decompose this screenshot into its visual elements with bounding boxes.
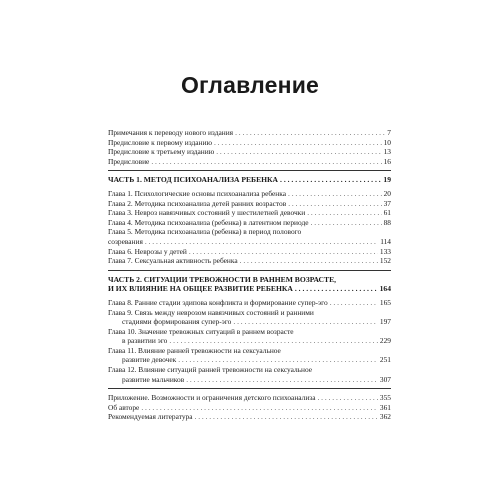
toc-entry[interactable]	[108, 157, 391, 167]
toc-part-label: ЧАСТЬ 1. МЕТОД ПСИХОАНАЛИЗА РЕБЕНКА	[108, 175, 279, 185]
dot-leader	[189, 247, 378, 257]
dot-leader	[233, 317, 378, 327]
toc-entry-label: Глава 6. Неврозы у детей	[108, 246, 187, 256]
toc-entry-label: в развитии эго	[122, 336, 168, 346]
toc-entry-page: 13	[383, 147, 391, 157]
toc-entry[interactable]	[108, 336, 391, 346]
toc-entry[interactable]	[108, 128, 391, 138]
toc-entry-page: 10	[383, 137, 391, 147]
toc-entry-label: стадиями формирования супер-эго	[122, 317, 232, 327]
toc-entry-page: 7	[387, 128, 391, 137]
toc-entry-label: Предисловие к первому изданию	[108, 137, 212, 147]
toc-entry-page: 362	[379, 412, 391, 422]
toc-entry-label: созревания	[108, 236, 143, 246]
toc-entry-label: Предисловие к третьему изданию	[108, 147, 215, 157]
toc-part-heading[interactable]	[108, 284, 391, 294]
toc-entry-page: 88	[383, 217, 391, 227]
dot-leader	[169, 336, 378, 346]
toc-entry-label: развитие мальчиков	[122, 374, 185, 384]
toc-entry-label-line1: Глава 10. Значение тревожных ситуаций в раннем возрасте	[108, 326, 294, 336]
dot-leader	[307, 208, 381, 218]
toc-entry[interactable]	[108, 375, 391, 385]
dot-leader	[295, 284, 378, 294]
dot-leader	[151, 157, 381, 167]
dot-leader	[317, 393, 377, 403]
toc-entry[interactable]	[108, 412, 391, 422]
dot-leader	[288, 189, 382, 199]
toc-entry[interactable]	[108, 138, 391, 148]
toc-entry[interactable]	[108, 218, 391, 228]
page-title: Оглавление	[180, 72, 320, 98]
toc-entry-page: 37	[383, 198, 391, 208]
toc-entry-label: Об авторе	[108, 402, 140, 412]
toc-entry[interactable]	[108, 403, 391, 413]
dot-leader	[186, 375, 378, 385]
toc-entry-page: 361	[379, 402, 391, 412]
toc-entry-page: 20	[383, 188, 391, 198]
toc-entry-label: Рекомендуемая литература	[108, 412, 193, 422]
toc-entry-label: Глава 1. Психологические основы психоанализа ребенка	[108, 188, 287, 198]
toc-entry-page: 114	[380, 236, 391, 246]
toc-entry-label-line1: Глава 5. Методика психоанализа (ребенка) в период полового	[108, 227, 302, 237]
dot-leader	[280, 175, 381, 185]
toc-entry-label: Глава 7. Сексуальная активность ребенка	[108, 256, 238, 266]
table-of-contents	[108, 128, 391, 422]
toc-entry[interactable]	[108, 393, 391, 403]
toc-part-page: 19	[383, 175, 391, 185]
toc-entry[interactable]	[108, 189, 391, 199]
toc-entry-page: 16	[383, 156, 391, 166]
toc-entry-label: Приложение. Возможности и ограничения детского психоанализа	[108, 393, 316, 403]
toc-entry-label: развитие девочек	[122, 355, 177, 365]
toc-entry-label: Примечания к переводу нового издания	[108, 128, 234, 137]
section-divider	[108, 270, 391, 271]
toc-part-heading[interactable]	[108, 175, 391, 185]
toc-entry[interactable]	[108, 147, 391, 157]
toc-entry-label-line1: Глава 11. Влияние ранней тревожности на сексуальное	[108, 345, 281, 355]
toc-part-label: И ИХ ВЛИЯНИЕ НА ОБЩЕЕ РАЗВИТИЕ РЕБЕНКА	[108, 284, 293, 294]
toc-entry-page: 165	[379, 297, 391, 307]
dot-leader	[195, 412, 378, 422]
toc-entry[interactable]	[108, 298, 391, 308]
toc-entry[interactable]	[108, 247, 391, 257]
toc-entry-label: Глава 3. Невроз навязчивых состояний у шестилетней девочки	[108, 208, 306, 218]
toc-part-label-line1: ЧАСТЬ 2. СИТУАЦИИ ТРЕВОЖНОСТИ В РАННЕМ ВОЗРАСТЕ,	[108, 274, 337, 284]
section-divider	[108, 170, 391, 171]
toc-entry-label: Глава 8. Ранние стадии эдипова конфликта и формирование супер-эго	[108, 297, 328, 307]
toc-entry-label-line1: Глава 9. Связь между неврозом навязчивых состояний и ранними	[108, 307, 314, 317]
dot-leader	[311, 218, 382, 228]
toc-entry-page: 251	[379, 355, 391, 365]
toc-entry-page: 355	[379, 393, 391, 403]
toc-entry-label: Предисловие	[108, 156, 150, 166]
toc-entry[interactable]	[108, 317, 391, 327]
toc-entry-label: Глава 2. Методика психоанализа детей ранних возрастов	[108, 198, 287, 208]
dot-leader	[235, 128, 385, 138]
toc-entry[interactable]	[108, 199, 391, 209]
dot-leader	[141, 403, 378, 413]
dot-leader	[288, 199, 381, 209]
toc-entry[interactable]	[108, 256, 391, 266]
dot-leader	[216, 147, 381, 157]
toc-entry[interactable]	[108, 237, 391, 247]
dot-leader	[330, 298, 378, 308]
toc-part-page: 164	[379, 284, 391, 294]
toc-entry-page: 61	[383, 208, 391, 218]
dot-leader	[240, 256, 378, 266]
toc-entry-page: 152	[379, 256, 391, 266]
toc-entry-page: 133	[379, 246, 391, 256]
toc-entry-page: 307	[379, 374, 391, 384]
section-divider	[108, 388, 391, 389]
toc-entry-page: 197	[379, 317, 391, 327]
toc-entry[interactable]	[108, 208, 391, 218]
dot-leader	[214, 138, 382, 148]
toc-entry-label-line1: Глава 12. Влияние ситуаций ранней тревожности на сексуальное	[108, 365, 313, 375]
dot-leader	[178, 355, 378, 365]
toc-entry[interactable]	[108, 355, 391, 365]
toc-entry-label: Глава 4. Методика психоанализа (ребенка) в латентном периоде	[108, 217, 309, 227]
dot-leader	[145, 237, 378, 247]
toc-entry-page: 229	[379, 336, 391, 346]
